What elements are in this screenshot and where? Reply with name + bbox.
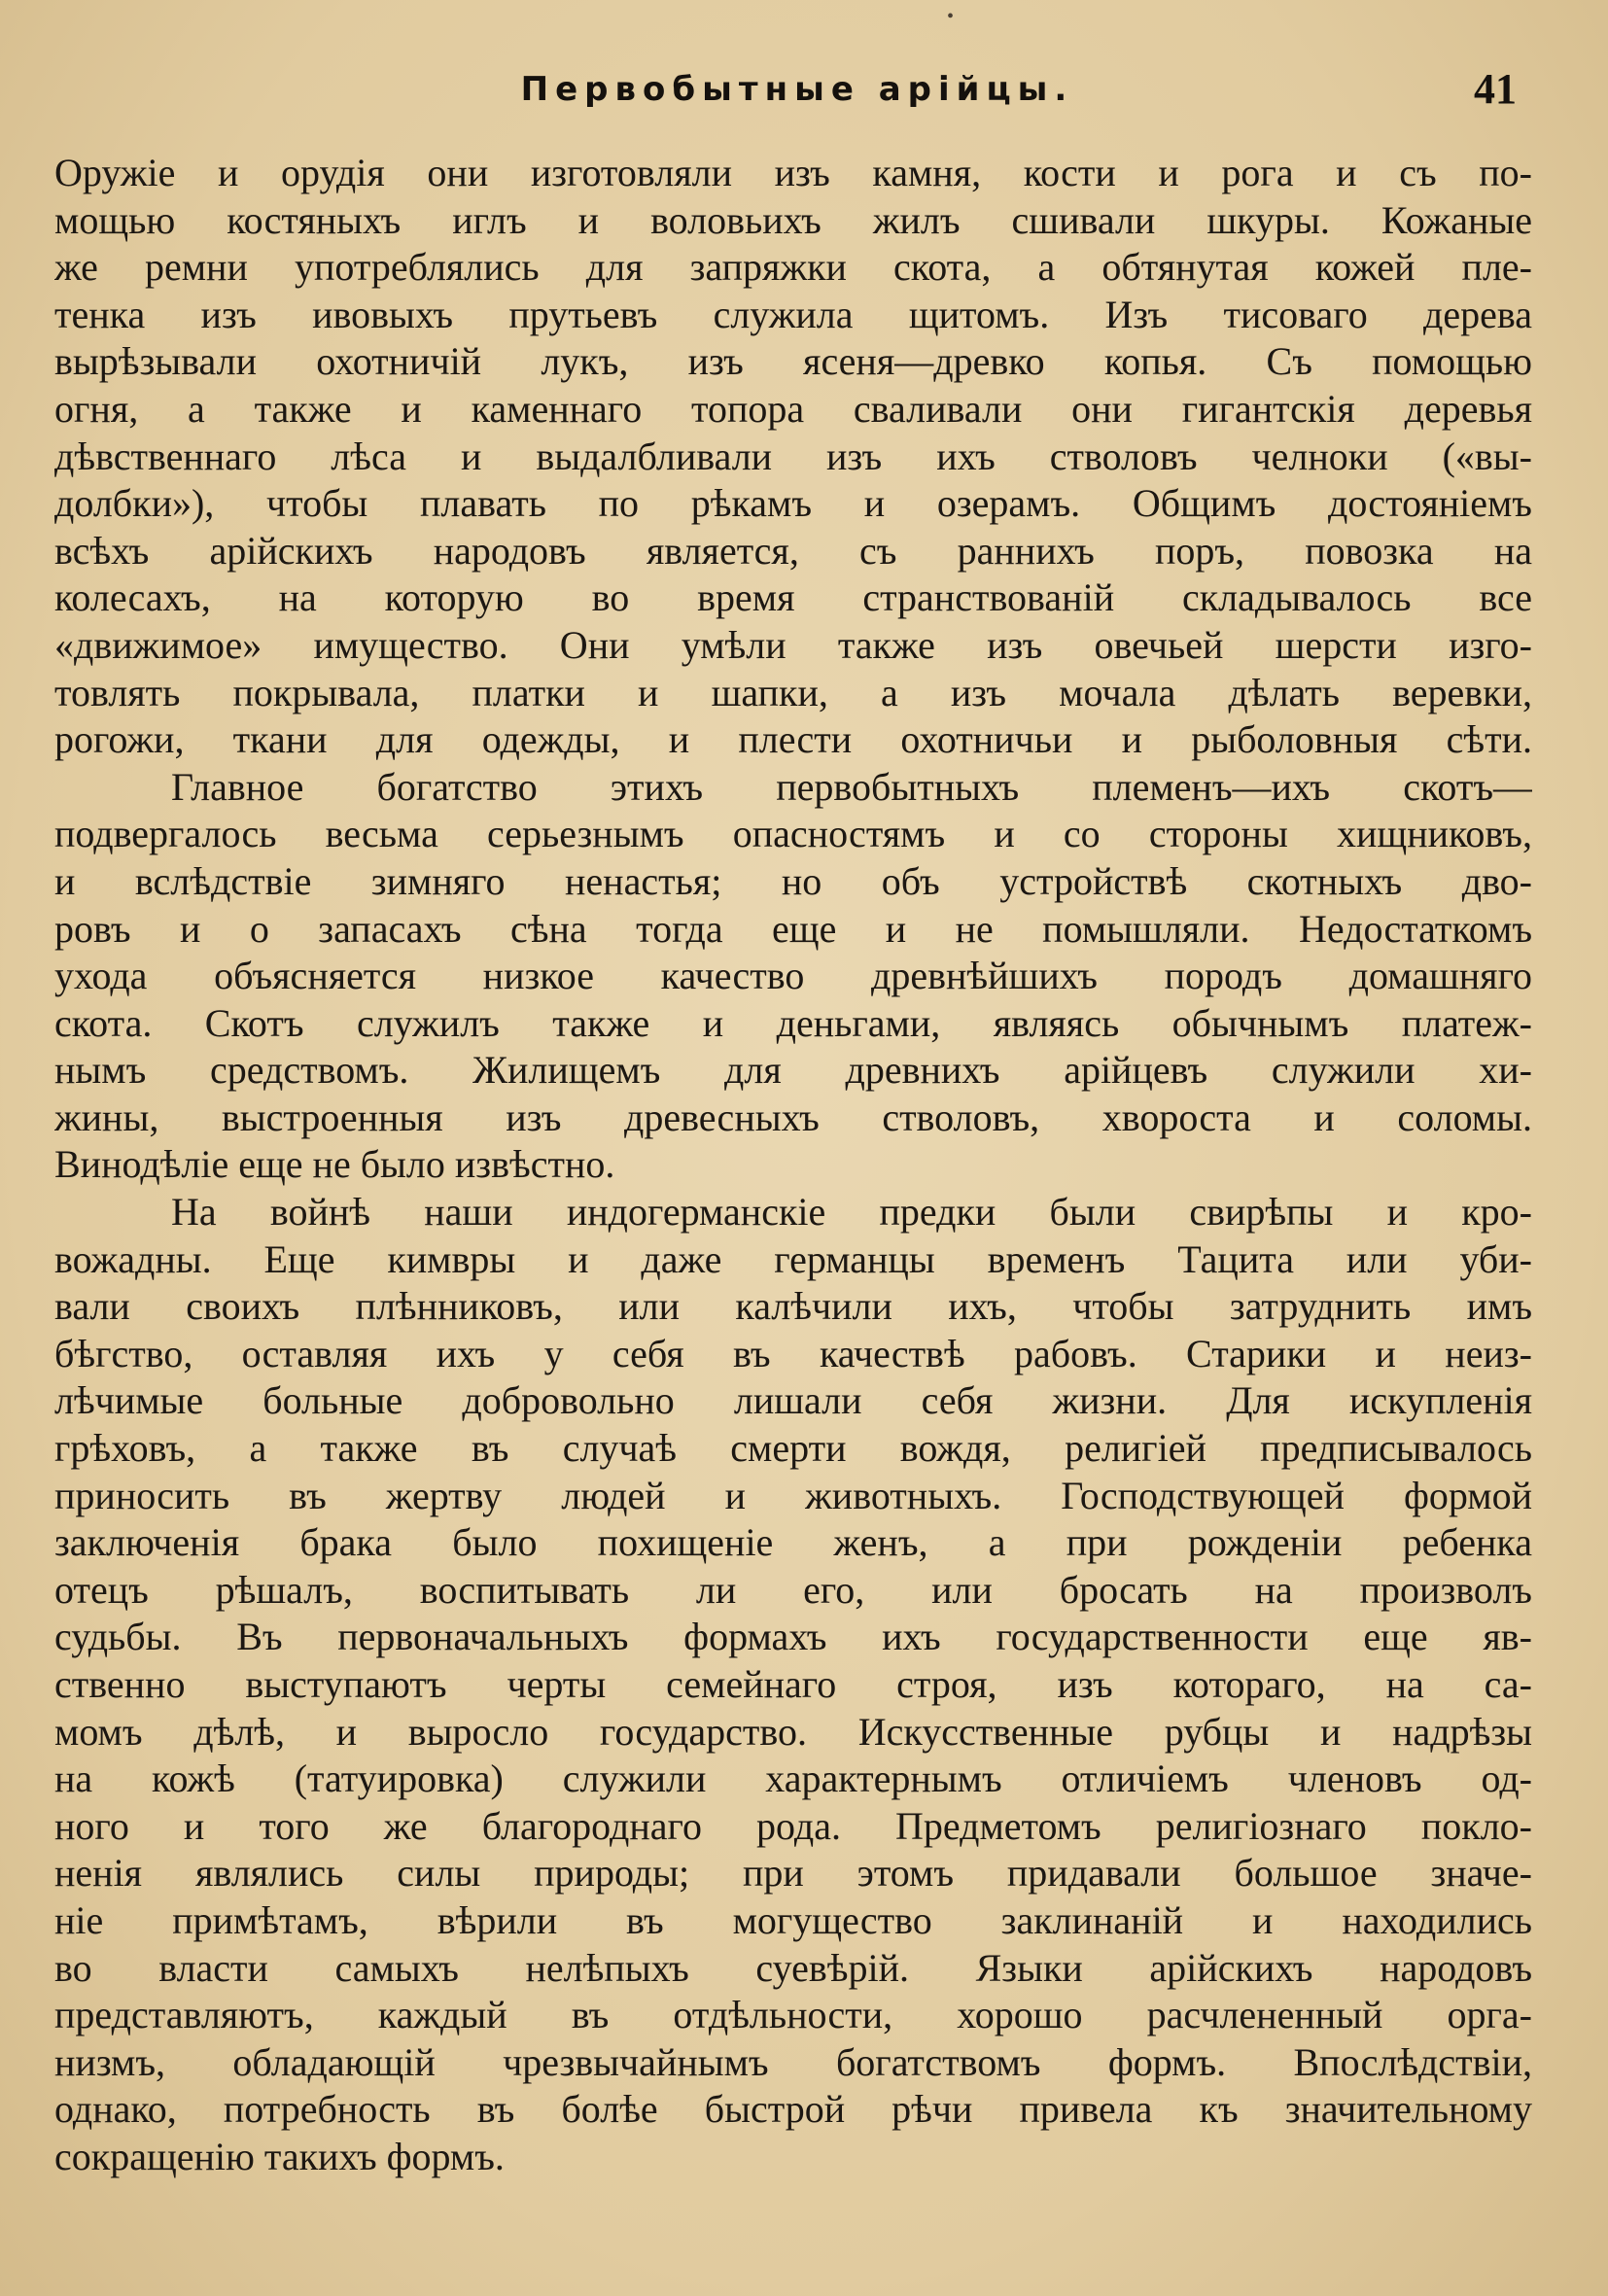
text-line: огня, а также и каменнаго топора сваливали они гигантскія деревья: [54, 386, 1532, 431]
text-line: бѣгство, оставляя ихъ у себя въ качествѣ рабовъ. Старики и неиз-: [54, 1331, 1532, 1375]
text-line: однако, потребность въ болѣе быстрой рѣчи привела къ значительному: [54, 2087, 1532, 2132]
text-line: рогожи, ткани для одежды, и плести охотничьи и рыболовныя сѣти.: [54, 717, 1532, 762]
text-line: тенка изъ ивовыхъ прутьевъ служила щитомъ. Изъ тисоваго дерева: [54, 292, 1532, 336]
text-line: скота. Скотъ служилъ также и деньгами, являясь обычнымъ платеж-: [54, 1000, 1532, 1045]
text-line: подвергалось весьма серьезнымъ опасностямъ и со стороны хищниковъ,: [54, 812, 1532, 856]
text-line: на кожѣ (татуировка) служили характернымъ отличіемъ членовъ од-: [54, 1757, 1532, 1801]
body-text: [54, 150, 1532, 2181]
text-line: жины, выстроенныя изъ древесныхъ стволовъ, хвороста и соломы.: [54, 1095, 1532, 1139]
text-line: момъ дѣлѣ, и выросло государство. Искусственные рубцы и надрѣзы: [54, 1709, 1532, 1754]
text-line: ного и того же благороднаго рода. Предметомъ религіознаго покло-: [54, 1803, 1532, 1848]
running-title: Первобытные арійцы.: [520, 70, 1074, 109]
text-line: низмъ, обладающій чрезвычайнымъ богатствомъ формъ. Впослѣдствіи,: [54, 2039, 1532, 2084]
text-line: колесахъ, на которую во время странствованій складывалось все: [54, 575, 1532, 620]
text-line: мощью костяныхъ иглъ и воловьихъ жилъ сшивали шкуры. Кожаные: [54, 197, 1532, 242]
text-line: представляютъ, каждый въ отдѣльности, хорошо расчлененный орга-: [54, 1993, 1532, 2037]
text-line: заключенія брака было похищеніе женъ, а при рожденіи ребенка: [54, 1520, 1532, 1565]
text-line: вожадны. Еще кимвры и даже германцы временъ Тацита или уби-: [54, 1236, 1532, 1281]
paragraph-2: [54, 764, 1532, 1189]
text-line: же ремни употреблялись для запряжки скота, а обтянутая кожей пле-: [54, 245, 1532, 290]
text-line: ненія являлись силы природы; при этомъ придавали большое значе-: [54, 1851, 1532, 1896]
text-line: Винодѣліе еще не было извѣстно.: [54, 1142, 615, 1187]
text-line: вырѣзывали охотничій лукъ, изъ ясеня—древко копья. Съ помощью: [54, 339, 1532, 384]
text-line: грѣховъ, а также въ случаѣ смерти вождя, религіей предписывалось: [54, 1426, 1532, 1471]
paragraph-3: [54, 1189, 1532, 2180]
text-line: всѣхъ арійскихъ народовъ является, съ раннихъ поръ, повозка на: [54, 528, 1532, 573]
text-line: во власти самыхъ нелѣпыхъ суевѣрій. Языки арійскихъ народовъ: [54, 1945, 1532, 1990]
page-number: 41: [1474, 65, 1517, 113]
text-line: «движимое» имущество. Они умѣли также изъ овечьей шерсти изго-: [54, 622, 1532, 667]
text-line: вали своихъ плѣнниковъ, или калѣчили ихъ, чтобы затруднить имъ: [54, 1284, 1532, 1329]
text-line: Оружіе и орудія они изготовляли изъ камня, кости и рога и съ по-: [54, 151, 1532, 194]
text-line: долбки»), чтобы плавать по рѣкамъ и озерамъ. Общимъ достояніемъ: [54, 481, 1532, 526]
paragraph-1: [54, 150, 1532, 764]
text-line: приносить въ жертву людей и животныхъ. Господствующей формой: [54, 1473, 1532, 1517]
text-line: товлять покрывала, платки и шапки, а изъ мочала дѣлать веревки,: [54, 670, 1532, 714]
text-line: нымъ средствомъ. Жилищемъ для древнихъ арійцевъ служили хи-: [54, 1048, 1532, 1093]
text-line: сокращенію такихъ формъ.: [54, 2134, 505, 2178]
text-line: лѣчимые больные добровольно лишали себя жизни. Для искупленія: [54, 1378, 1532, 1423]
text-line: и вслѣдствіе зимняго ненастья; но объ устройствѣ скотныхъ дво-: [54, 858, 1532, 903]
text-line: ровъ и о запасахъ сѣна тогда еще и не помышляли. Недостаткомъ: [54, 906, 1532, 951]
text-line: судьбы. Въ первоначальныхъ формахъ ихъ государственности еще яв-: [54, 1615, 1532, 1659]
ink-speck: •: [947, 6, 955, 27]
text-line: ственно выступаютъ черты семейнаго строя, изъ котораго, на са-: [54, 1662, 1532, 1706]
text-line: Главное богатство этихъ первобытныхъ племенъ—ихъ скотъ—: [171, 764, 1532, 809]
text-line: ухода объясняется низкое качество древнѣйшихъ породъ домашняго: [54, 954, 1532, 998]
text-line: отецъ рѣшалъ, воспитывать ли его, или бросать на произволъ: [54, 1567, 1532, 1612]
text-line: дѣвственнаго лѣса и выдалбливали изъ ихъ стволовъ челноки («вы-: [54, 434, 1532, 478]
text-line: ніе примѣтамъ, вѣрили въ могущество заклинаній и находились: [54, 1897, 1532, 1942]
text-line: На войнѣ наши индогерманскіе предки были свирѣпы и кро-: [171, 1190, 1532, 1235]
